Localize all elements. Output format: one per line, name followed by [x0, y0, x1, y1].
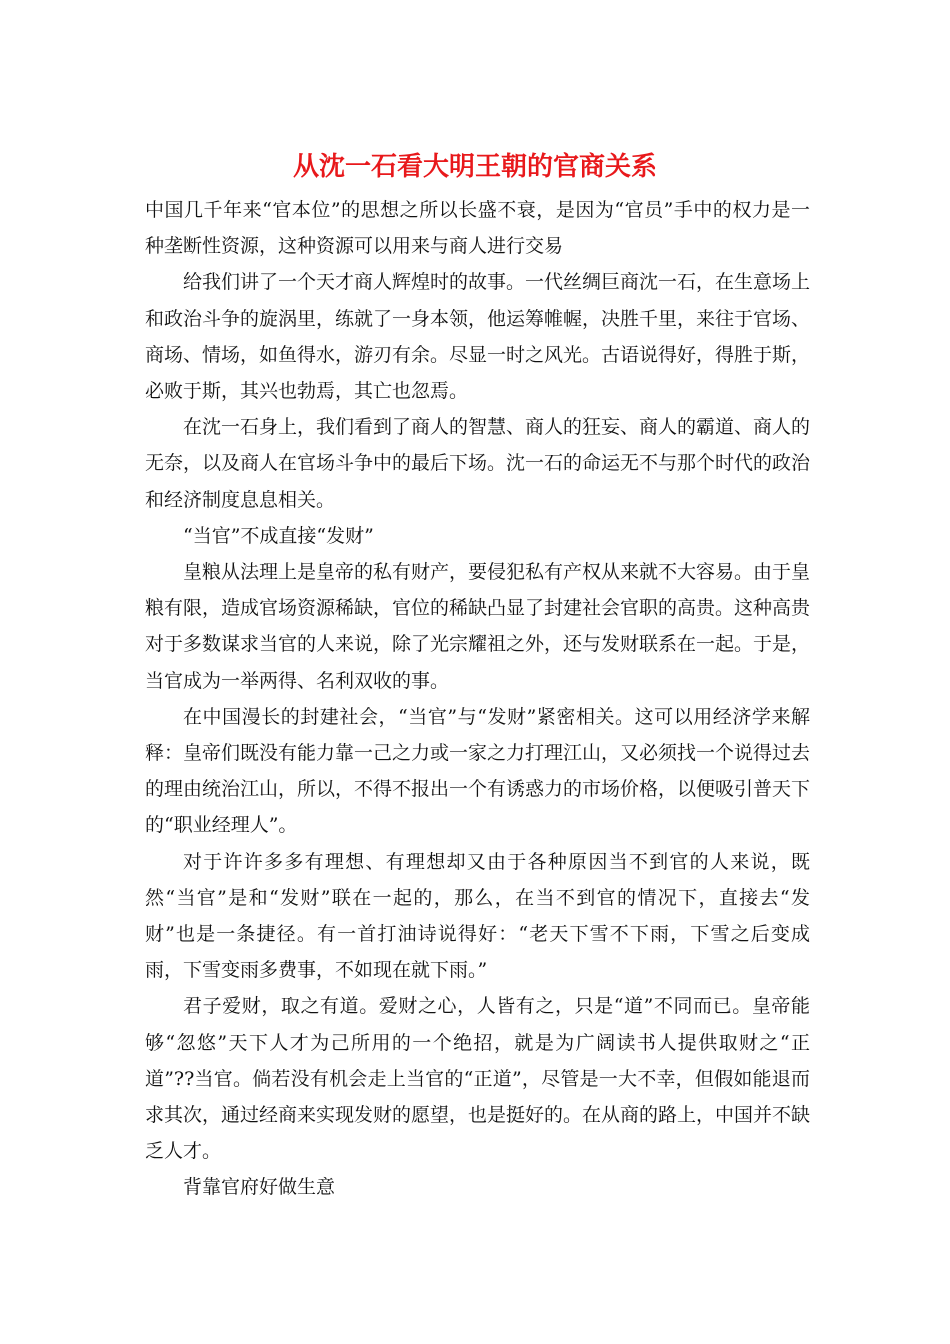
- paragraph: 对于许许多多有理想、有理想却又由于各种原因当不到官的人来说，既然“当官”是和“发财”联在一起的，那么，在当不到官的情况下，直接去“发财”也是一条捷径。有一首打油诗说得好：“老天下雪不下雨，下雪之后变成雨，下雪变雨多费事，不如现在就下雨。”: [145, 850, 810, 982]
- paragraph: 在中国漫长的封建社会，“当官”与“发财”紧密相关。这可以用经济学来解释：皇帝们既没有能力靠一己之力或一家之力打理江山，又必须找一个说得过去的理由统治江山，所以，不得不报出一个有诱惑力的市场价格，以便吸引普天下的“职业经理人”。: [145, 705, 811, 837]
- section-heading: “当官”不成直接“发财”: [183, 524, 374, 547]
- paragraph: 中国几千年来“官本位”的思想之所以长盛不衰，是因为“官员”手中的权力是一种垄断性资源，这种资源可以用来与商人进行交易: [145, 199, 810, 258]
- paragraph: 给我们讲了一个天才商人辉煌时的故事。一代丝绸巨商沈一石，在生意场上和政治斗争的旋涡里，练就了一身本领，他运筹帷幄，决胜千里，来往于官场、商场、情场，如鱼得水，游刃有余。尽显一时之风光。古语说得好，得胜于斯，必败于斯，其兴也勃焉，其亡也忽焉。: [145, 271, 811, 403]
- section-heading: 背靠官府好做生意: [183, 1176, 336, 1199]
- paragraph: 君子爱财，取之有道。爱财之心，人皆有之，只是“道”不同而已。皇帝能够“忽悠”天下人才为己所用的一个绝招，就是为广阔读书人提供取财之“正道”??当官。倘若没有机会走上当官的“正道”，尽管是一大不幸，但假如能退而求其次，通过经商来实现发财的愿望，也是挺好的。在从商的路上，中国并不缺乏人才。: [145, 995, 811, 1163]
- paragraph: 在沈一石身上，我们看到了商人的智慧、商人的狂妄、商人的霸道、商人的无奈，以及商人在官场斗争中的最后下场。沈一石的命运无不与那个时代的政治和经济制度息息相关。: [145, 416, 811, 511]
- document-title: 从沈一石看大明王朝的官商关系: [292, 152, 657, 182]
- document-body: [145, 192, 810, 1206]
- paragraph: 皇粮从法理上是皇帝的私有财产，要侵犯私有产权从来就不大容易。由于皇粮有限，造成官场资源稀缺，官位的稀缺凸显了封建社会官职的高贵。这种高贵对于多数谋求当官的人来说，除了光宗耀祖之外，还与发财联系在一起。于是，当官成为一举两得、名利双收的事。: [145, 561, 811, 692]
